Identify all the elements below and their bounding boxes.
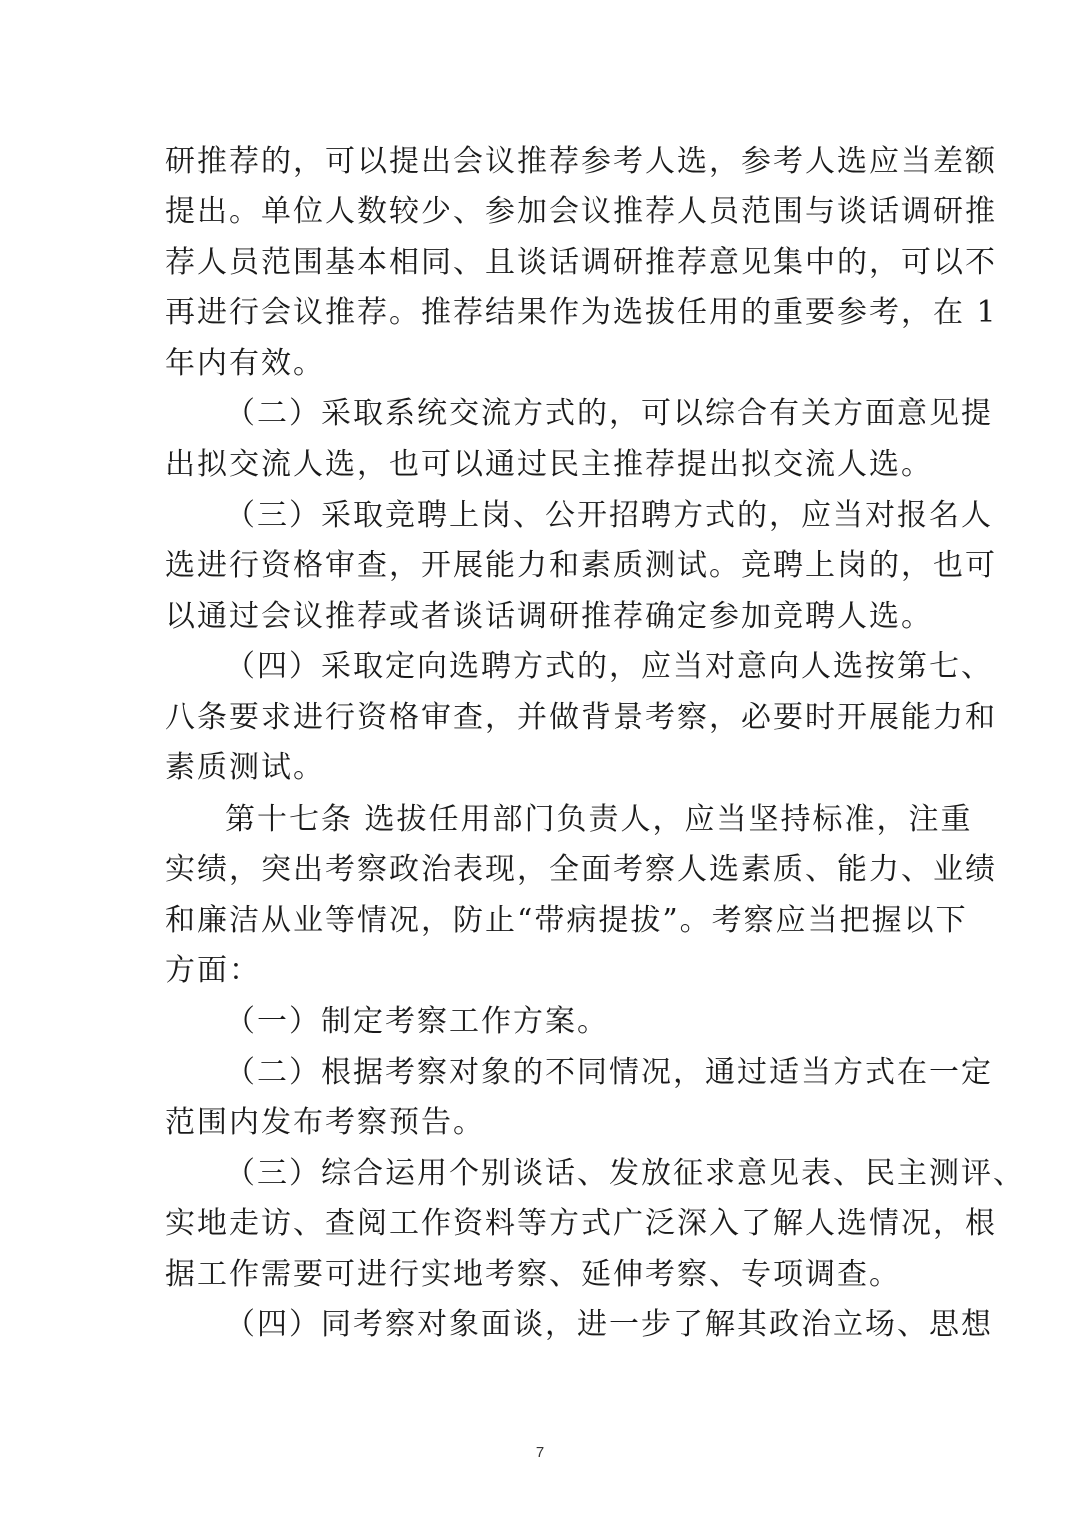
paragraph-line: 出拟交流人选，也可以通过民主推荐提出拟交流人选。	[165, 447, 933, 482]
paragraph-line: 以通过会议推荐或者谈话调研推荐确定参加竞聘人选。	[165, 599, 933, 634]
paragraph-line: 素质测试。	[165, 750, 325, 785]
paragraph-line: （四）同考察对象面谈，进一步了解其政治立场、思想	[225, 1307, 993, 1342]
paragraph-line: （四）采取定向选聘方式的，应当对意向人选按第七、	[225, 649, 993, 684]
paragraph-line: 实绩，突出考察政治表现，全面考察人选素质、能力、业绩	[165, 852, 997, 887]
paragraph-line: （一）制定考察工作方案。	[225, 1004, 609, 1039]
paragraph-line: （三）综合运用个别谈话、发放征求意见表、民主测评、	[225, 1156, 1025, 1191]
article-heading-line: 第十七条 选拔任用部门负责人，应当坚持标准，注重	[225, 802, 973, 837]
paragraph-line: 荐人员范围基本相同、且谈话调研推荐意见集中的，可以不	[165, 245, 997, 280]
paragraph-line: 据工作需要可进行实地考察、延伸考察、专项调查。	[165, 1257, 901, 1292]
paragraph-line: 再进行会议推荐。推荐结果作为选拔任用的重要参考，在 1	[165, 295, 998, 330]
paragraph-line: 选进行资格审查，开展能力和素质测试。竞聘上岗的，也可	[165, 548, 997, 583]
page-number: 7	[535, 1444, 545, 1461]
paragraph-line: 范围内发布考察预告。	[165, 1105, 485, 1140]
paragraph-line: 提出。单位人数较少、参加会议推荐人员范围与谈话调研推	[165, 194, 997, 229]
paragraph-line: 研推荐的，可以提出会议推荐参考人选，参考人选应当差额	[165, 144, 997, 179]
paragraph-line: 年内有效。	[165, 346, 325, 381]
paragraph-line: 实地走访、查阅工作资料等方式广泛深入了解人选情况，根	[165, 1206, 997, 1241]
paragraph-line: 八条要求进行资格审查，并做背景考察，必要时开展能力和	[165, 700, 997, 735]
paragraph-line: （二）采取系统交流方式的，可以综合有关方面意见提	[225, 396, 993, 431]
paragraph-line: （二）根据考察对象的不同情况，通过适当方式在一定	[225, 1055, 993, 1090]
paragraph-line: 和廉洁从业等情况，防止“带病提拔”。考察应当把握以下	[165, 903, 968, 938]
paragraph-line: （三）采取竞聘上岗、公开招聘方式的，应当对报名人	[225, 498, 993, 533]
paragraph-line: 方面：	[165, 953, 261, 988]
